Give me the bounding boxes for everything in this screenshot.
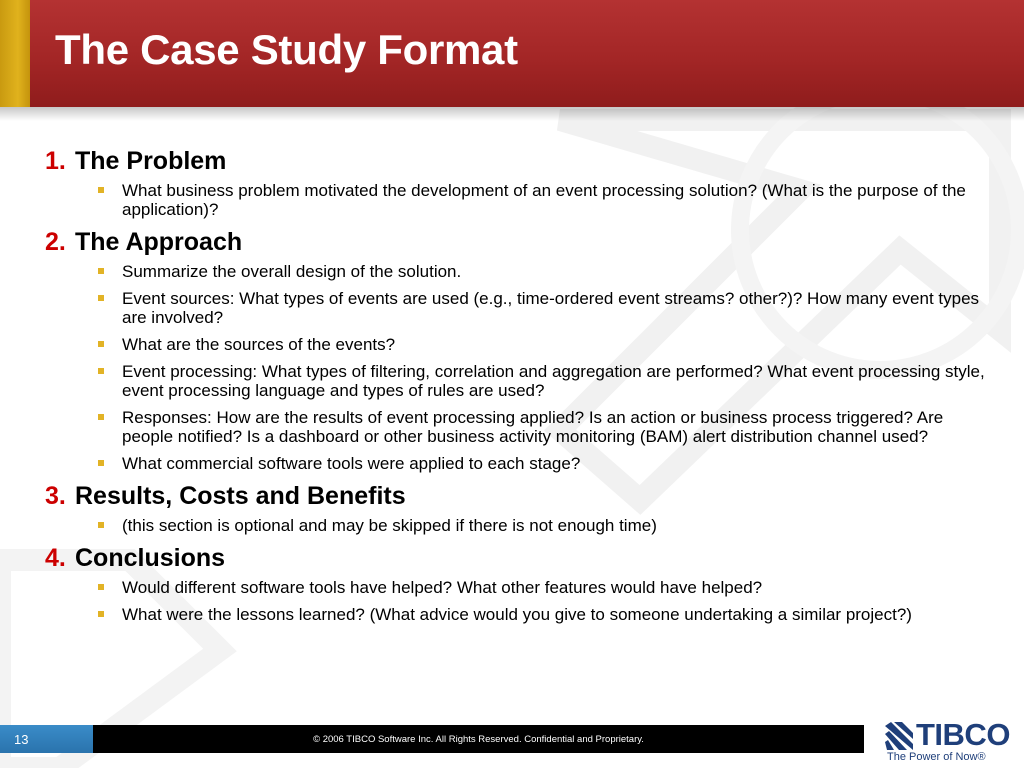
copyright-text: © 2006 TIBCO Software Inc. All Rights Reserved. Confidential and Proprietary. [313, 734, 644, 745]
page-number-box [0, 725, 93, 753]
bullet-text: Would different software tools have helped? What other features would have helped? [122, 578, 763, 597]
bullet-item [45, 578, 990, 597]
bullet-square-icon [98, 187, 104, 193]
bullet-square-icon [98, 611, 104, 617]
bullet-text: Event sources: What types of events are used (e.g., time-ordered event streams? other?)? How many event types are involved? [122, 289, 980, 327]
bullet-square-icon [98, 295, 104, 301]
logo-tagline: The Power of Now® [887, 751, 986, 763]
bullet-text: What business problem motivated the development of an event processing solution? (What is the purpose of the application)? [122, 181, 966, 219]
gold-accent-stripe [0, 0, 30, 107]
section-problem [45, 146, 990, 219]
bullet-square-icon [98, 341, 104, 347]
section-conclusions [45, 543, 990, 624]
section-title: The Approach [75, 228, 243, 256]
bullet-list [45, 181, 990, 219]
bullet-list [45, 516, 990, 535]
bullet-text: (this section is optional and may be skipped if there is not enough time) [122, 516, 657, 535]
logo-brand-text: TIBCO [916, 717, 1010, 752]
section-number: 2. [45, 228, 66, 256]
header-shadow [0, 107, 1024, 121]
bullet-text: Summarize the overall design of the solution. [122, 262, 462, 281]
slide-title: The Case Study Format [55, 26, 518, 73]
page-number: 13 [14, 732, 29, 747]
tibco-logo [885, 717, 1010, 766]
bullet-text: What were the lessons learned? (What advice would you give to someone undertaking a similar project?) [122, 605, 912, 624]
footer-bar [93, 725, 864, 753]
section-heading [45, 146, 990, 176]
slide-content [45, 146, 990, 632]
slide-header [0, 0, 1024, 107]
bullet-list [45, 262, 990, 473]
bullet-text: Responses: How are the results of event processing applied? Is an action or business process triggered? Are people notified? Is a dashboard or other business activity monitoring (BAM) alert distribution channel used? [122, 408, 944, 446]
bullet-square-icon [98, 368, 104, 374]
section-number: 4. [45, 544, 66, 572]
bullet-text: What commercial software tools were applied to each stage? [122, 454, 581, 473]
bullet-text: What are the sources of the events? [122, 335, 396, 354]
section-title: The Problem [75, 147, 227, 175]
bullet-square-icon [98, 584, 104, 590]
bullet-item [45, 605, 990, 624]
bullet-item [45, 181, 990, 219]
bullet-square-icon [98, 414, 104, 420]
bullet-square-icon [98, 522, 104, 528]
section-approach [45, 227, 990, 473]
section-heading [45, 227, 990, 257]
bullet-item [45, 454, 990, 473]
bullet-item [45, 262, 990, 281]
section-title: Results, Costs and Benefits [75, 482, 406, 510]
bullet-square-icon [98, 268, 104, 274]
bullet-square-icon [98, 460, 104, 466]
bullet-item [45, 335, 990, 354]
section-heading [45, 481, 990, 511]
bullet-item [45, 289, 990, 327]
section-number: 3. [45, 482, 66, 510]
bullet-list [45, 578, 990, 624]
bullet-item [45, 516, 990, 535]
section-heading [45, 543, 990, 573]
section-results [45, 481, 990, 535]
tibco-stripes-icon [885, 722, 913, 750]
section-number: 1. [45, 147, 66, 175]
section-title: Conclusions [75, 544, 226, 572]
bullet-text: Event processing: What types of filtering, correlation and aggregation are performed? What event processing style, event processing language and types of rules are used? [122, 362, 985, 400]
bullet-item [45, 408, 990, 446]
bullet-item [45, 362, 990, 400]
